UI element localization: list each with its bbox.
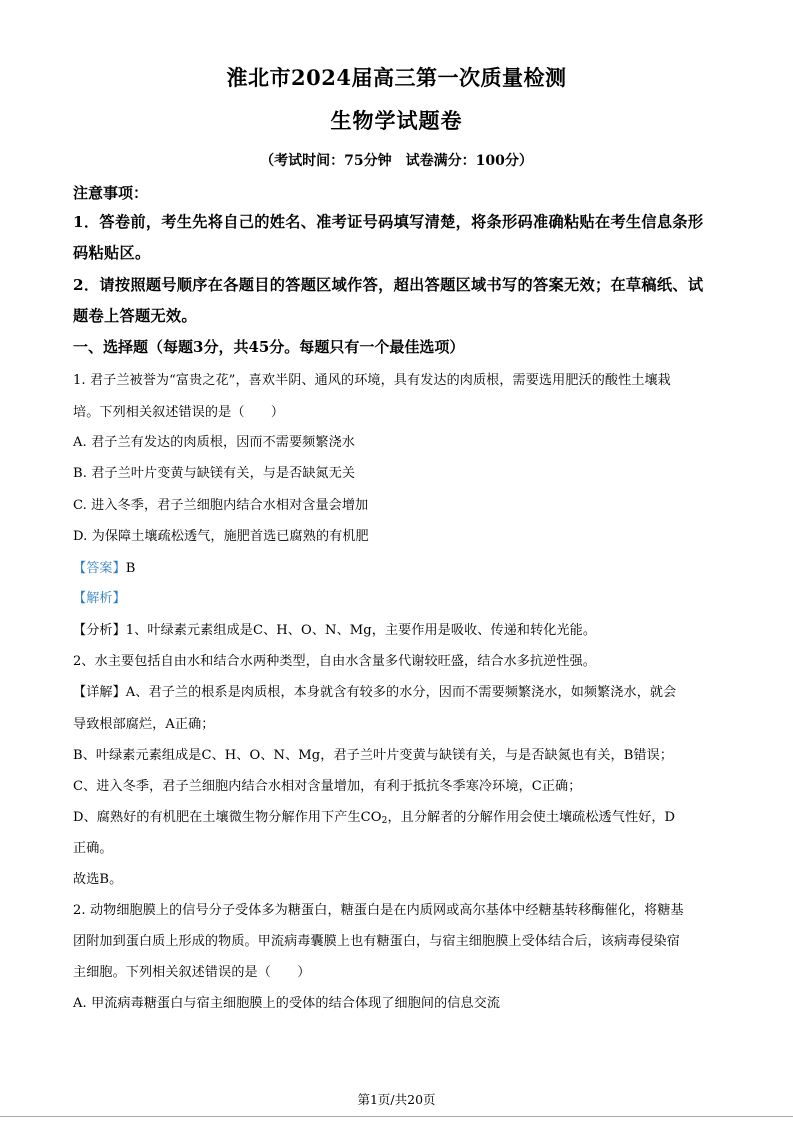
q1-option-a: A. 君子兰有发达的肉质根，因而不需要频繁浇水 — [73, 435, 355, 450]
q1-xiangjie — [73, 681, 676, 700]
notice-item-2: 2．请按照题号顺序在各题目的答题区域作答，超出答题区域书写的答案无效；在草稿纸、试 — [73, 276, 704, 294]
q1-option-b: B. 君子兰叶片变黄与缺镁有关，与是否缺氮无关 — [73, 466, 356, 481]
analysis-tag: 【解析】 — [73, 591, 126, 606]
q1-detail-b: B、叶绿素元素组成是C、H、O、N、Mg，君子兰叶片变黄与缺镁有关，与是否缺氮也有关，B错误； — [73, 748, 674, 763]
section-heading: 一、选择题（每题3分，共45分。每题只有一个最佳选项） — [73, 338, 465, 356]
notice-item-1: 1．答卷前，考生先将自己的姓名、准考证号码填写清楚，将条形码准确粘贴在考生信息条形 — [73, 213, 704, 231]
q1-detail-c: C、进入冬季，君子兰细胞内结合水相对含量增加，有利于抵抗冬季寒冷环境，C正确； — [73, 779, 582, 794]
notice-item-2-cont: 题卷上答题无效。 — [73, 307, 197, 325]
q2-option-a: A. 甲流病毒糖蛋白与宿主细胞膜上的受体的结合体现了细胞间的信息交流 — [73, 996, 501, 1011]
footer-divider — [0, 1116, 793, 1117]
subject-title: 生物学试题卷 — [330, 108, 463, 133]
fenxi-tag: 【分析】 — [73, 623, 126, 638]
q1-stem: 1. 君子兰被誉为“富贵之花”，喜欢半阴、通风的环境，具有发达的肉质根，需要选用肥沃的酸性土壤栽 — [73, 373, 671, 388]
exam-info: （考试时间：75分钟 试卷满分：100分） — [260, 153, 533, 169]
q1-point-2: 2、水主要包括自由水和结合水两种类型，自由水含量多代谢较旺盛，结合水多抗逆性强。 — [73, 654, 596, 669]
q1-conclusion: 故选B。 — [73, 872, 123, 887]
q1-option-c: C. 进入冬季，君子兰细胞内结合水相对含量会增加 — [73, 498, 369, 513]
detail-d-text: D、腐熟好的有机肥在土壤微生物分解作用下产生CO — [73, 810, 382, 825]
q1-option-d: D. 为保障土壤疏松透气，施肥首选已腐熟的有机肥 — [73, 529, 369, 544]
notice-item-1-cont: 码粘贴区。 — [73, 244, 151, 262]
answer-value: B — [125, 561, 136, 576]
q1-fenxi — [73, 619, 596, 638]
exam-title: 淮北市2024届高三第一次质量检测 — [226, 65, 567, 90]
fenxi-text: 1、叶绿素元素组成是C、H、O、N、Mg，主要作用是吸收、传递和转化光能。 — [125, 623, 597, 638]
q1-answer-line — [73, 557, 136, 576]
xiangjie-text: A、君子兰的根系是肉质根，本身就含有较多的水分，因而不需要频繁浇水，如频繁浇水，就会 — [125, 685, 677, 700]
q1-stem-cont: 培。下列相关叙述错误的是（ ） — [73, 405, 285, 420]
xiangjie-tag: 【详解】 — [73, 685, 126, 700]
q2-stem: 2. 动物细胞膜上的信号分子受体多为糖蛋白，糖蛋白是在内质网或高尔基体中经糖基转移酶催化，将糖基 — [73, 903, 684, 918]
q1-detail-d-cont: 正确。 — [73, 841, 113, 856]
answer-tag: 【答案】 — [73, 561, 126, 576]
q2-stem-cont: 团附加到蛋白质上形成的物质。甲流病毒囊膜上也有糖蛋白，与宿主细胞膜上受体结合后，该病毒侵染宿 — [73, 934, 680, 949]
notice-heading: 注意事项： — [73, 184, 149, 202]
page-footer: 第1页/共20页 — [357, 1092, 436, 1107]
q1-detail-d — [73, 806, 675, 826]
co2-subscript: 2 — [381, 816, 388, 826]
detail-d-text-cont: ，且分解者的分解作用会使土壤疏松透气性好，D — [387, 810, 676, 825]
q2-stem-cont-2: 主细胞。下列相关叙述错误的是（ ） — [73, 965, 311, 980]
q1-xiangjie-cont: 导致根部腐烂，A正确； — [73, 717, 215, 732]
